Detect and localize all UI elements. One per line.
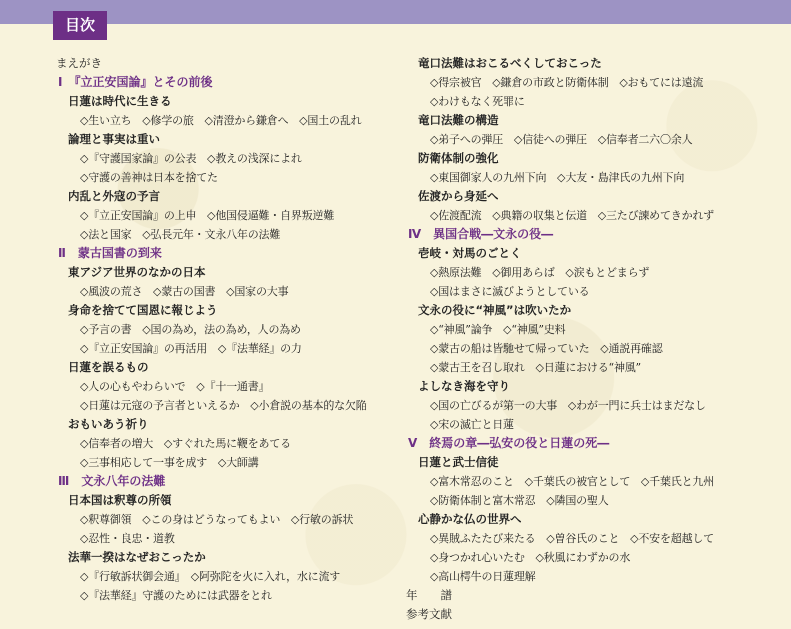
toc-part-heading: Ⅴ 終焉の章―弘安の役と日蓮の死― bbox=[408, 436, 610, 450]
toc-section-items: ◇国はまさに滅びようとしている bbox=[430, 285, 590, 298]
toc-chapter-heading: 日蓮と武士信徒 bbox=[418, 455, 499, 469]
toc-chapter-heading: 壱岐・対馬のごとく bbox=[418, 246, 522, 260]
toc-section-items: ◇弟子への弾圧 ◇信徒への弾圧 ◇信奉者二六〇余人 bbox=[430, 133, 693, 146]
toc-part-heading: Ⅱ 蒙古国書の到来 bbox=[58, 246, 162, 260]
toc-section-items: ◇忍性・良忠・道教 bbox=[80, 532, 175, 545]
toc-section-items: ◇守護の善神は日本を捨てた bbox=[80, 171, 218, 184]
toc-section-items: ◇国の亡びるが第一の大事 ◇わが一門に兵士はまだなし bbox=[430, 399, 706, 412]
toc-chapter-heading: 竜口法難の構造 bbox=[418, 113, 499, 127]
toc-section-items: ◇『法華経』守護のためには武器をとれ bbox=[80, 589, 272, 602]
toc-section-items: ◇富木常忍のこと ◇千葉氏の被官として ◇千葉氏と九州 bbox=[430, 475, 714, 488]
toc-section-items: ◇法と国家 ◇弘長元年・文永八年の法難 bbox=[80, 228, 281, 241]
toc-chapter-heading: 防衛体制の強化 bbox=[418, 151, 499, 165]
toc-part-heading: Ⅳ 異国合戦―文永の役― bbox=[408, 227, 554, 241]
toc-chapter-heading: 法華一揆はなぜおこったか bbox=[68, 550, 206, 564]
toc-entry: まえがき bbox=[56, 56, 102, 70]
toc-section-items: ◇“神風”論争 ◇“神風”史料 bbox=[430, 323, 566, 336]
toc-chapter-heading: 身命を捨てて国恩に報じよう bbox=[68, 303, 218, 317]
toc-chapter-heading: よしなき海を守り bbox=[418, 379, 510, 393]
toc-section-items: ◇防衛体制と富木常忍 ◇隣国の聖人 bbox=[430, 494, 609, 507]
toc-section-items: ◇『行敏訴状御会通』 ◇阿弥陀を火に入れ，水に流す bbox=[80, 570, 341, 583]
toc-section-items: ◇『立正安国論』の上申 ◇他国侵逼難・自界叛逆難 bbox=[80, 209, 335, 222]
toc-section-items: ◇蒙古の船は皆馳せて帰っていた ◇通説再確認 bbox=[430, 342, 663, 355]
toc-section-items: ◇異賊ふたたび来たる ◇曽谷氏のこと ◇不安を超越して bbox=[430, 532, 714, 545]
toc-section-items: ◇日蓮は元寇の予言者といえるか ◇小倉説の基本的な欠陥 bbox=[80, 399, 367, 412]
toc-chapter-heading: 東アジア世界のなかの日本 bbox=[68, 265, 206, 279]
toc-section-items: ◇『守護国家論』の公表 ◇教えの浅深によれ bbox=[80, 152, 302, 165]
toc-section-items: ◇熱原法難 ◇御用あらば ◇涙もとどまらず bbox=[430, 266, 650, 279]
toc-entry: 参考文献 bbox=[406, 607, 452, 621]
toc-section-items: ◇生い立ち ◇修学の旅 ◇清澄から鎌倉へ ◇国土の乱れ bbox=[80, 114, 362, 127]
toc-chapter-heading: 心静かな仏の世界へ bbox=[418, 512, 522, 526]
toc-section-items: ◇人の心もやわらいで ◇『十一通書』 bbox=[80, 380, 270, 393]
toc-section-items: ◇釈尊御領 ◇この身はどうなってもよい ◇行敏の訴状 bbox=[80, 513, 354, 526]
toc-title: 目次 bbox=[53, 11, 107, 40]
toc-section-items: ◇わけもなく死罪に bbox=[430, 95, 525, 108]
header-bar bbox=[0, 0, 791, 24]
toc-entry: 年 譜 bbox=[406, 588, 452, 602]
toc-chapter-heading: 日蓮は時代に生きる bbox=[68, 94, 172, 108]
toc-chapter-heading: 竜口法難はおこるべくしておこった bbox=[418, 56, 602, 70]
toc-chapter-heading: 日蓮を誤るもの bbox=[68, 360, 149, 374]
toc-section-items: ◇『立正安国論』の再活用 ◇『法華経』の力 bbox=[80, 342, 302, 355]
toc-part-heading: Ⅰ 『立正安国論』とその前後 bbox=[58, 75, 213, 89]
toc-section-items: ◇高山樗牛の日蓮理解 bbox=[430, 570, 536, 583]
toc-chapter-heading: おもいあう祈り bbox=[68, 417, 149, 431]
toc-section-items: ◇佐渡配流 ◇典籍の収集と伝道 ◇三たび諫めてきかれず bbox=[430, 209, 714, 222]
toc-part-heading: Ⅲ 文永八年の法難 bbox=[58, 474, 166, 488]
toc-right-column bbox=[404, 54, 784, 624]
toc-chapter-heading: 佐渡から身延へ bbox=[418, 189, 499, 203]
toc-section-items: ◇三事相応して一事を成す ◇大師講 bbox=[80, 456, 259, 469]
toc-section-items: ◇信奉者の増大 ◇すぐれた馬に鞭をあてる bbox=[80, 437, 291, 450]
toc-section-items: ◇予言の書 ◇国の為め，法の為め，人の為め bbox=[80, 323, 301, 336]
toc-left-column bbox=[54, 54, 399, 605]
toc-chapter-heading: 文永の役に“神風”は吹いたか bbox=[418, 303, 572, 317]
toc-section-items: ◇得宗被官 ◇鎌倉の市政と防衛体制 ◇おもてには遠流 bbox=[430, 76, 704, 89]
toc-chapter-heading: 日本国は釈尊の所領 bbox=[68, 493, 172, 507]
toc-chapter-heading: 論理と事実は重い bbox=[68, 132, 160, 146]
toc-section-items: ◇風波の荒さ ◇蒙古の国書 ◇国家の大事 bbox=[80, 285, 289, 298]
toc-section-items: ◇宋の滅亡と日蓮 bbox=[430, 418, 514, 431]
toc-section-items: ◇東国御家人の九州下向 ◇大友・島津氏の九州下向 bbox=[430, 171, 685, 184]
toc-section-items: ◇身つかれ心いたむ ◇秋風にわずかの水 bbox=[430, 551, 631, 564]
toc-chapter-heading: 内乱と外寇の予言 bbox=[68, 189, 160, 203]
toc-section-items: ◇蒙古王を召し取れ ◇日蓮における“神風” bbox=[430, 361, 641, 374]
